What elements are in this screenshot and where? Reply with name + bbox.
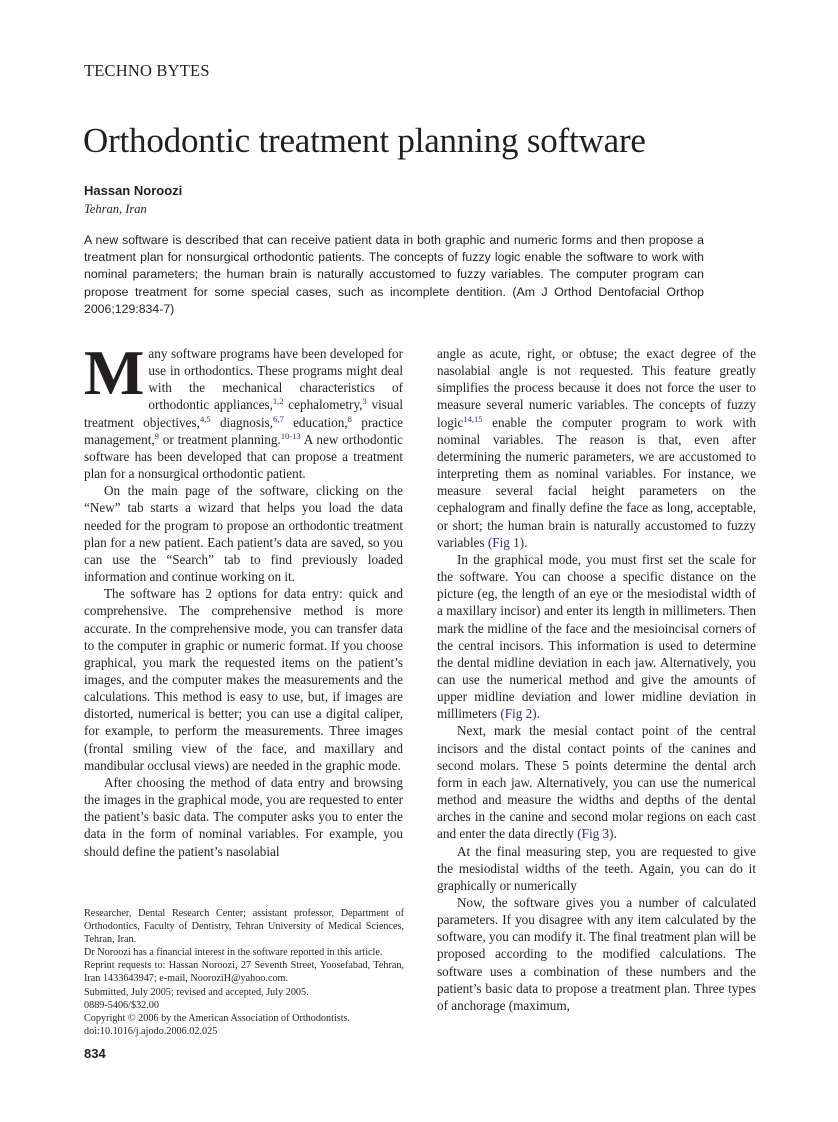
paragraph: Now, the software gives you a number of calculated parameters. If you disagree with any item calculated by the software, you can modify it. The final treatment plan will be proposed according to the modified calculations. The software uses a combination of these numbers and the patient’s basic data to propose a treatment plan. Three types of anchorage (maximum,	[437, 895, 756, 1013]
footnote-line: 0889-5406/$32.00	[84, 999, 159, 1011]
paragraph: Next, mark the mesial contact point of the central incisors and the distal contact points of the canines and second molars. These 5 points determine the dental arch form in each jaw. Alternatively, you can use the numerical method and measure the widths and depths of the dental arches in the canine and second molar regions on each cast and enter the data directly (Fig 3).	[437, 723, 756, 842]
paragraph: On the main page of the software, clicking on the “New” tab starts a wizard that helps you load the data needed for the program to propose an orthodontic treatment plan for a new patient. Each patient’s data are saved, so you can use the “Search” tab to find previously loaded information and continue working on it.	[84, 483, 403, 585]
footnote-line: Copyright © 2006 by the American Association of Orthodontists.	[84, 1012, 351, 1024]
footnotes	[84, 907, 404, 1038]
article-title: Orthodontic treatment planning software	[83, 121, 646, 160]
citation-superscript[interactable]: 14,15	[463, 413, 483, 424]
author-name: Hassan Noroozi	[84, 183, 183, 198]
citation-superscript[interactable]: 10-13	[280, 430, 301, 441]
drop-cap: M	[84, 337, 145, 408]
footnote-line: Submitted, July 2005; revised and accepted, July 2005.	[84, 986, 309, 998]
citation-superscript[interactable]: 8	[347, 413, 352, 424]
paragraph: At the final measuring step, you are requested to give the mesiodistal widths of the teeth. Again, you can do it graphically or numerically	[437, 843, 756, 893]
left-column	[84, 337, 403, 860]
section-label: TECHNO BYTES	[84, 61, 210, 80]
figure-reference-link[interactable]: (Fig 2)	[500, 706, 537, 722]
paragraph: In the graphical mode, you must first set the scale for the software. You can choose a specific distance on the picture (eg, the length of an eye or the mesiodistal width of a maxillary incisor) and enter its length in millimeters. Then mark the midline of the face and the mesioincisal corners of the central incisors. This information is used to determine the dental midline deviation in each jaw. Alternatively, you can use the numerical method and give the amounts of upper midline deviation and lower midline deviation in millimeters (Fig 2).	[437, 551, 756, 722]
author-affiliation: Tehran, Iran	[84, 202, 147, 216]
paragraph: angle as acute, right, or obtuse; the exact degree of the nasolabial angle is not requested. This feature greatly simplifies the process because it does not force the user to measure several numeric variables. The concepts of fuzzy logic$^{14,15}$ enable the computer program to work with nominal variables. The reason is that, even after determining the numeric parameters, we are accustomed to interpreting them as nominal variables. For instance, we measure several facial height parameters on the cephalogram and finally define the face as long, acceptable, or short; the human brain is naturally accustomed to fuzzy variables (Fig 1).	[437, 346, 756, 550]
citation-superscript[interactable]: 9	[154, 430, 159, 441]
abstract: A new software is described that can receive patient data in both graphic and numeric forms and then propose a treatment plan for nonsurgical orthodontic patients. The concepts of fuzzy logic enable the software to work with nominal parameters; the human brain is naturally accustomed to fuzzy variables. The computer program can propose treatment for some special cases, such as incomplete dentition. (Am J Orthod Dentofacial Orthop 2006;129:834-7)	[84, 233, 704, 316]
footnote-line: Researcher, Dental Research Center; assistant professor, Department of Orthodontics, Faculty of Dentistry, Tehran University of Medical Sciences, Tehran, Iran.	[84, 908, 404, 946]
citation-superscript[interactable]: 3	[362, 396, 367, 407]
citation-superscript[interactable]: 1,2	[272, 396, 284, 407]
footnote-line: Dr Noroozi has a financial interest in the software reported in this article.	[84, 947, 383, 959]
footnote-line: Reprint requests to: Hassan Noroozi, 27 Seventh Street, Yoosefabad, Tehran, Iran 1433643947; e-mail, NooroziH@yahoo.com.	[84, 960, 404, 985]
right-column	[437, 345, 756, 1014]
page-number: 834	[84, 1046, 106, 1061]
paragraph: The software has 2 options for data entry: quick and comprehensive. The comprehensive method is more accurate. In the comprehensive mode, you can transfer data to the computer in graphic or numeric format. If you choose graphical, you mark the requested items on the patient’s images, and the computer makes the measurements and the calculations. This method is easy to use, but, if images are distorted, numerical is better; you can use a digital caliper, for example, to perform the measurements. Three images (frontal smiling view of the face, and maxillary and mandibular occlusal views) are needed in the graphic mode.	[84, 586, 403, 773]
citation-superscript[interactable]: 6,7	[273, 413, 284, 424]
figure-reference-link[interactable]: (Fig 3)	[577, 826, 614, 842]
citation-superscript[interactable]: 4,5	[199, 413, 211, 424]
paragraph: Many software programs have been developed for use in orthodontics. These programs might deal with the mechanical characteristics of orthodontic appliances,$^{1,2}$ cephalometry,$^3$ visual treatment objectives,$^{4,5}$ diagnosis,$^{6,7}$ education,$^8$ practice management,$^9$ or treatment planning.$^{10-13}$ A new orthodontic software has been developed that can propose a treatment plan for a nonsurgical orthodontic patient.	[84, 337, 403, 482]
figure-reference-link[interactable]: (Fig 1)	[487, 534, 525, 550]
paragraph: After choosing the method of data entry and browsing the images in the graphical mode, you are requested to enter the patient’s basic data. The computer asks you to enter the data in the form of nominal variables. For example, you should define the patient’s nasolabial	[84, 774, 403, 859]
footnote-line: doi:10.1016/j.ajodo.2006.02.025	[84, 1025, 218, 1037]
